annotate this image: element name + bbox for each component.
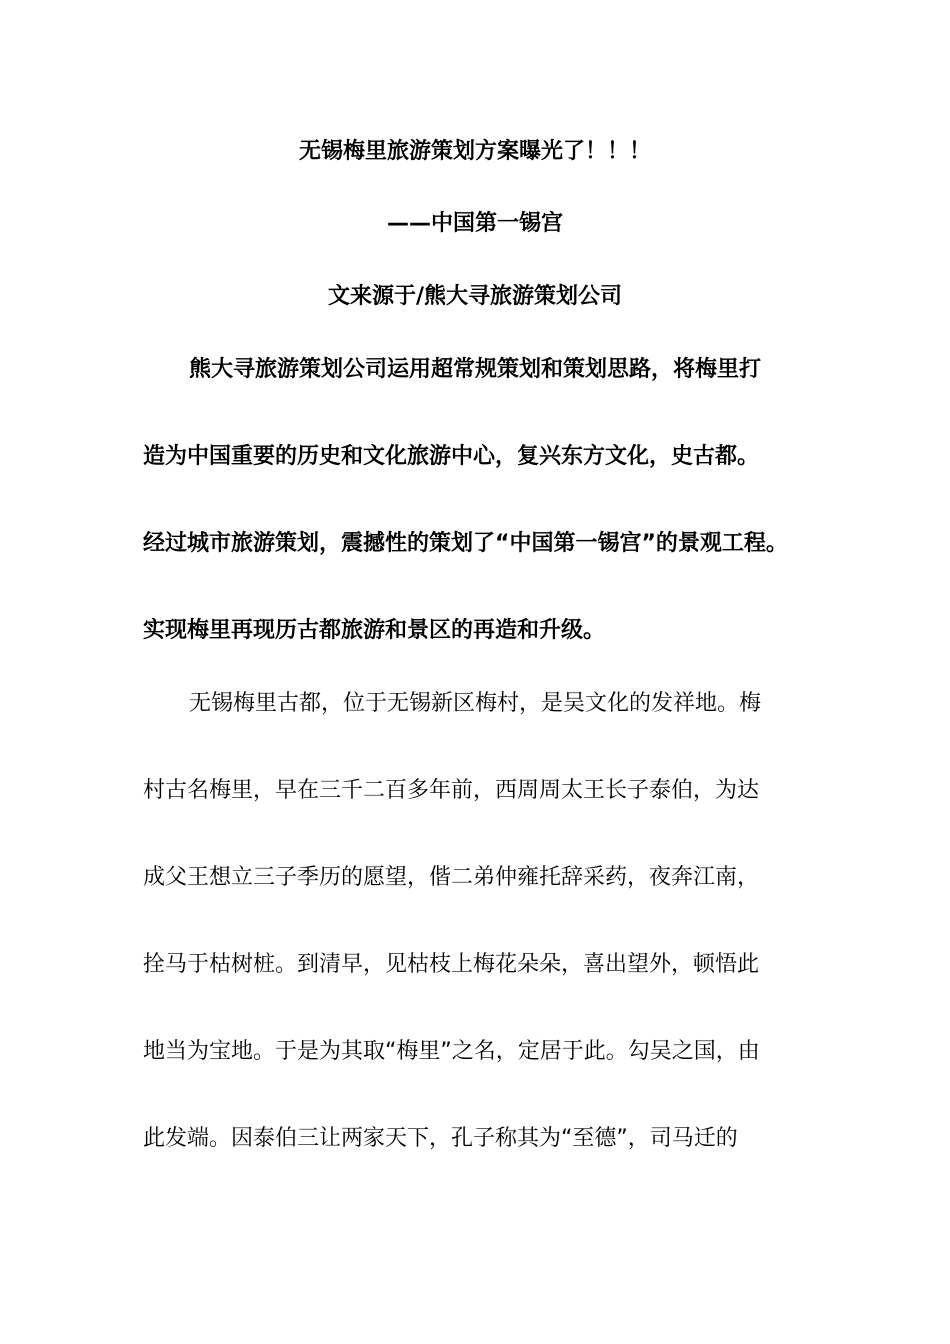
paragraph-line: 村古名梅里，早在三千二百多年前，西周周太王长子泰伯，为达 bbox=[143, 778, 760, 803]
paragraph-line: 无锡梅里古都，位于无锡新区梅村，是吴文化的发祥地。梅 bbox=[189, 691, 762, 716]
paragraph-line: 造为中国重要的历史和文化旅游中心，复兴东方文化，史古都。 bbox=[143, 444, 760, 469]
paragraph-line: 拴马于枯树桩。到清早，见枯枝上梅花朵朵，喜出望外，顿悟此 bbox=[143, 952, 760, 977]
paragraph-line: 熊大寻旅游策划公司运用超常规策划和策划思路，将梅里打 bbox=[189, 357, 762, 382]
document-source: 文来源于/熊大寻旅游策划公司 bbox=[327, 284, 623, 309]
paragraph-line: 成父王想立三子季历的愿望，偕二弟仲雍托辞采药，夜奔江南， bbox=[143, 865, 760, 890]
document-subtitle: ——中国第一锡宫 bbox=[386, 211, 563, 236]
document-title: 无锡梅里旅游策划方案曝光了！！！ bbox=[298, 139, 651, 164]
paragraph-line: 此发端。因泰伯三让两家天下，孔子称其为“至德”，司马迁的 bbox=[143, 1126, 738, 1151]
paragraph-line: 实现梅里再现历古都旅游和景区的再造和升级。 bbox=[143, 618, 606, 643]
paragraph-line: 地当为宝地。于是为其取“梅里”之名，定居于此。勾吴之国，由 bbox=[143, 1039, 760, 1064]
paragraph-line: 经过城市旅游策划，震撼性的策划了“中国第一锡宫”的景观工程。 bbox=[143, 531, 788, 556]
